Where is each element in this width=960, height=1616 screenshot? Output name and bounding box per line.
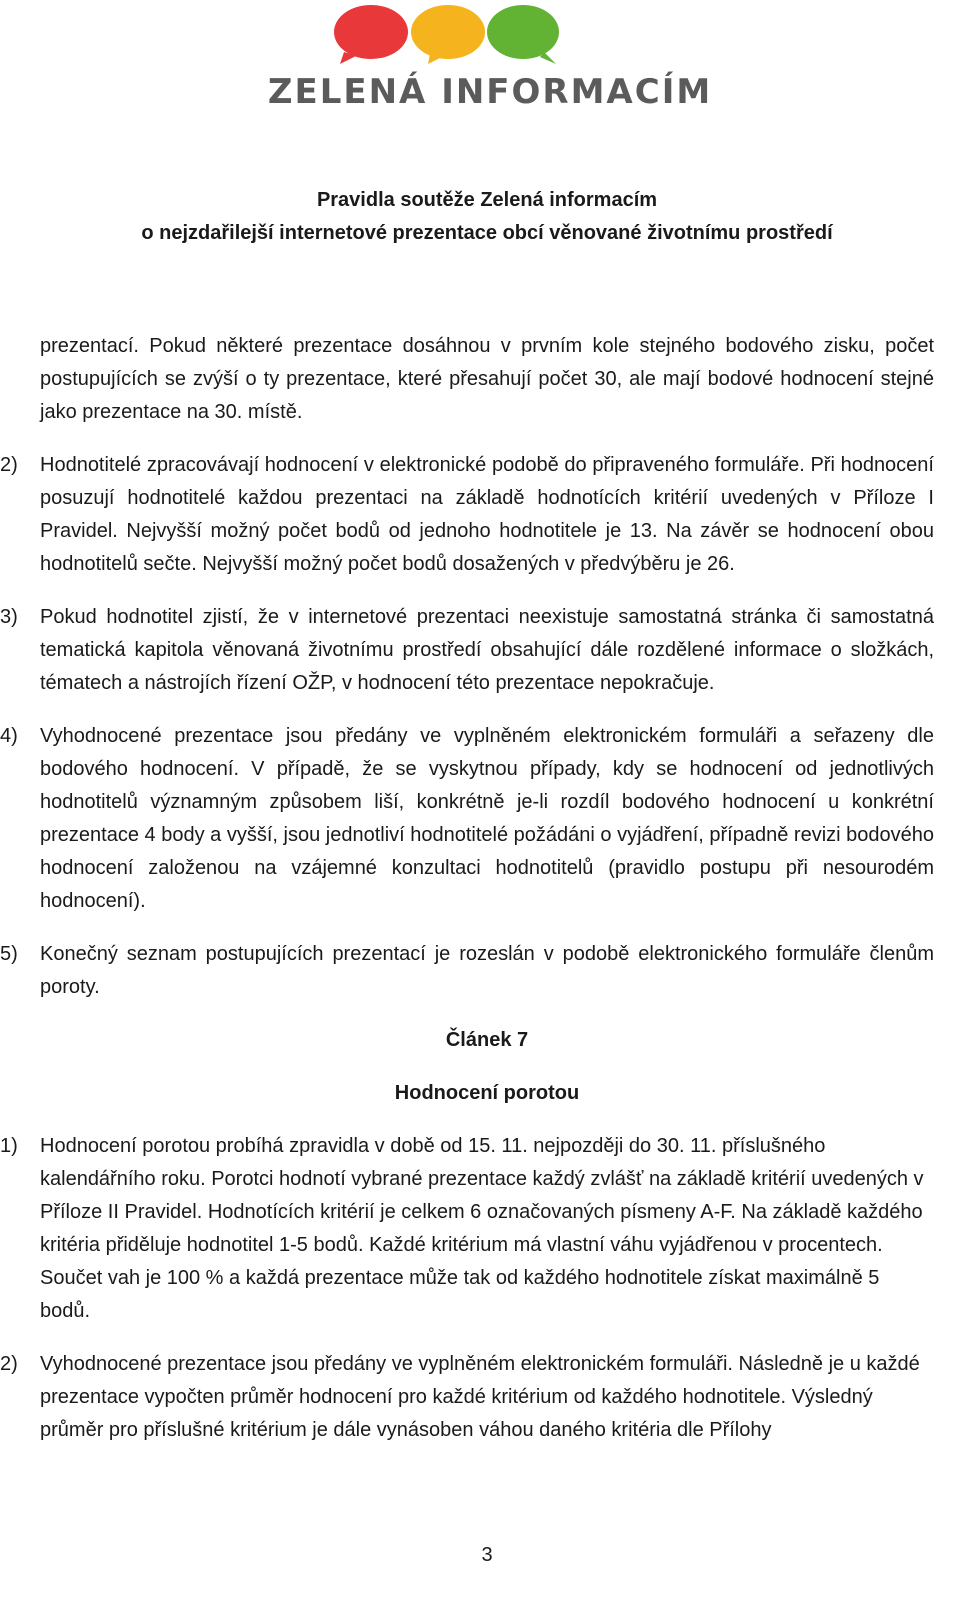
- list-item: [0, 601, 934, 700]
- item-number: 5): [0, 943, 18, 965]
- item-text: Konečný seznam postupujících prezentací je rozeslán v podobě elektronického formuláře členům poroty.: [40, 943, 934, 998]
- list-item: [0, 1348, 934, 1447]
- item-number: 1): [0, 1135, 18, 1157]
- article-heading: Hodnocení porotou: [394, 1082, 580, 1104]
- item-number: 2): [0, 1353, 18, 1375]
- yellow-bubble: [411, 5, 485, 59]
- item-text: Hodnotitelé zpracovávají hodnocení v elektronické podobě do připraveného formuláře. Při hodnocení posuzují hodnotitelé každou prezentaci na základě hodnotících kritérií uvedených v Příloze I Pravidel. Nejvyšší možný počet bodů od jednoho hodnotitele je 13. Na závěr se hodnocení obou hodnotitelů sečte. Nejvyšší možný počet bodů dosažených v předvýběru je 26.: [40, 454, 934, 575]
- list-item: [0, 449, 934, 581]
- intro-paragraph: prezentací. Pokud některé prezentace dosáhnou v prvním kole stejného bodového zisku, počet postupujících se zvýší o ty prezentace, které přesahují počet 30, ale mají bodové hodnocení stejné jako prezentace na 30. místě.: [40, 335, 934, 423]
- item-text: Vyhodnocené prezentace jsou předány ve vyplněném elektronickém formuláři. Následně je u každé prezentace vypočten průměr hodnocení pro každé kritérium od každého hodnotitele. Výsledný průměr pro příslušné kritérium je dále vynásoben váhou daného kritéria dle Přílohy: [40, 1353, 920, 1441]
- item-text: Pokud hodnotitel zjistí, že v internetové prezentaci neexistuje samostatná stránka či samostatná tematická kapitola věnovaná životnímu prostředí obsahující dále rozdělené informace o složkách, tématech a nástrojích řízení OŽP, v hodnocení této prezentace nepokračuje.: [40, 606, 934, 694]
- article-label: Článek 7: [445, 1029, 529, 1051]
- list-item: [0, 938, 934, 1004]
- list-item: [0, 720, 934, 918]
- document-body: [0, 330, 934, 1467]
- item-number: 2): [0, 454, 18, 476]
- red-bubble: [334, 5, 408, 59]
- green-bubble: [487, 5, 559, 59]
- speech-bubbles-icon: [330, 2, 570, 66]
- item-number: 3): [0, 606, 18, 628]
- list-item: [0, 1130, 934, 1328]
- item-text: Vyhodnocené prezentace jsou předány ve vyplněném elektronickém formuláři a seřazeny dle bodového hodnocení. V případě, že se vyskytnou případy, kdy se hodnocení od jednotlivých hodnotitelů významným způsobem liší, konkrétně je-li rozdíl bodového hodnocení u konkrétní prezentace 4 body a vyšší, jsou jednotliví hodnotitelé požádáni o vyjádření, případně revizi bodového hodnocení založenou na vzájemné konzultaci hodnotitelů (pravidlo postupu při nesourodém hodnocení).: [40, 725, 934, 912]
- title-line-2: o nejzdařilejší internetové prezentace obcí věnované životnímu prostředí: [141, 222, 833, 244]
- page-number: 3: [481, 1544, 493, 1566]
- item-text: Hodnocení porotou probíhá zpravidla v době od 15. 11. nejpozději do 30. 11. příslušného kalendářního roku. Porotci hodnotí vybrané prezentace každý zvlášť na základě kritérií uvedených v Příloze II Pravidel. Hodnotících kritérií je celkem 6 označovaných písmeny A-F. Na základě každého kritéria přiděluje hodnotitel 1-5 bodů. Každé kritérium má vlastní váhu vyjádřenou v procentech. Součet vah je 100 % a každá prezentace může tak od každého hodnotitele získat maximálně 5 bodů.: [40, 1135, 924, 1322]
- logo-text: ZELENÁ INFORMACÍM: [267, 72, 713, 112]
- logo: [0, 0, 960, 120]
- document-title: [40, 184, 934, 250]
- item-number: 4): [0, 725, 18, 747]
- title-line-1: Pravidla soutěže Zelená informacím: [316, 189, 658, 211]
